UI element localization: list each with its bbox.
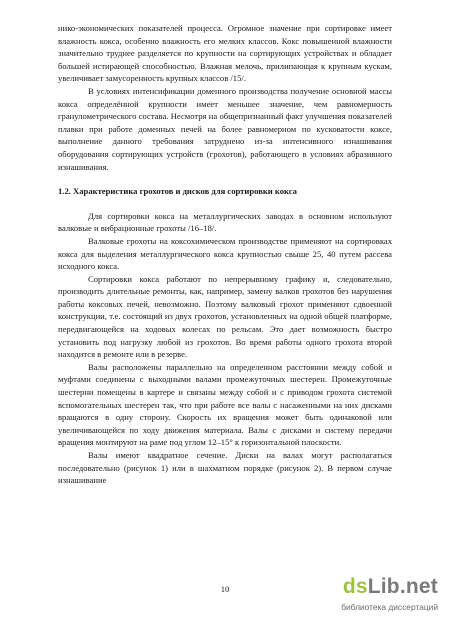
watermark-subtitle: библиотека диссертаций — [341, 602, 438, 612]
page-number: 10 — [220, 584, 230, 594]
watermark-ds: ds — [342, 575, 368, 598]
paragraph: Для сортировки кокса на металлургических заводах в основном используют валковые и вибрационные грохоты /16–18/. — [58, 210, 392, 234]
dslib-watermark-logo — [330, 575, 442, 615]
paragraph: Валковые грохоты на коксохимическом производстве применяют на сортировках кокса для выделения металлургического кокса крупностью свыше 25, 40 путем рассева исходного кокса. — [58, 235, 392, 272]
watermark-lib: Lib — [367, 575, 400, 598]
paragraph: Валы расположены параллельно на определенном расстоянии между собой и муфтами соединены с выходными валами промежуточных шестерен. Промежуточные шестерни помещены в картере и связаны между собой и с приводом грохота системой вспомогательных шестерен так, что при работе все валы с насаженными на них дисками вращаются в одну сторону. Скорость их вращения может быть одинаковой или увеличивающейся по ходу движения материала. Валы с дисками и систему передачи вращения монтируют на раме под углом 12–15° к горизонтальной плоскости. — [58, 361, 392, 448]
section-heading: 1.2. Характеристика грохотов и дисков для сортировки кокса — [58, 186, 297, 197]
paragraph: Валы имеют квадратное сечение. Диски на валах могут располагаться последовательно (рисунок 1) или в шахматном порядке (рисунок 2). В первом случае изнашивание — [58, 450, 392, 486]
watermark-dot: . — [399, 575, 406, 598]
paragraph-continuation: нико-экономических показателей процесса. Огромное значение при сортировке имеет влажность кокса, особенно влажность его мелких классов. Кокс повышенной влажности значительно труднее разделяется по крупности на сортирующих устройствах и обладает большей истирающей способностью. Влажная мелочь, прилипающая к крупным кускам, увеличивает замусоренность крупных классов /15/. — [58, 23, 392, 84]
watermark-net: net — [405, 575, 438, 598]
document-body — [58, 22, 392, 487]
paragraph: В условиях интенсификации доменного производства получение основной массы кокса определённой крупности имеет меньшее значение, чем равномерность гранулометрического состава. Несмотря на общепризнанный факт улучшения показателей плавки при работе доменных печей на более равномерном по кусковатости коксе, выполнение данного требования затруднено из-за интенсивного изнашивания оборудования сортирующих устройств (грохотов), работающего в условиях абразивного изнашивания. — [58, 85, 392, 172]
watermark-wordmark — [343, 575, 438, 599]
paragraph: Сортировки кокса работают по непрерывному графику и, следовательно, производить длительные ремонты, как, например, замену валков грохотов без нарушения работы коксовых печей, невозможно. Поэтому валковый грохот применяют сдвоенной конструкции, т.е. состоящий из двух грохотов, установленных на одной общей платформе, передвигающейся на ходовых колесах по рельсам. Это дает возможность быстро установить под нагрузку любой из грохотов. Во время работы одного грохота второй находится в ремонте или в резерве. — [58, 273, 392, 360]
